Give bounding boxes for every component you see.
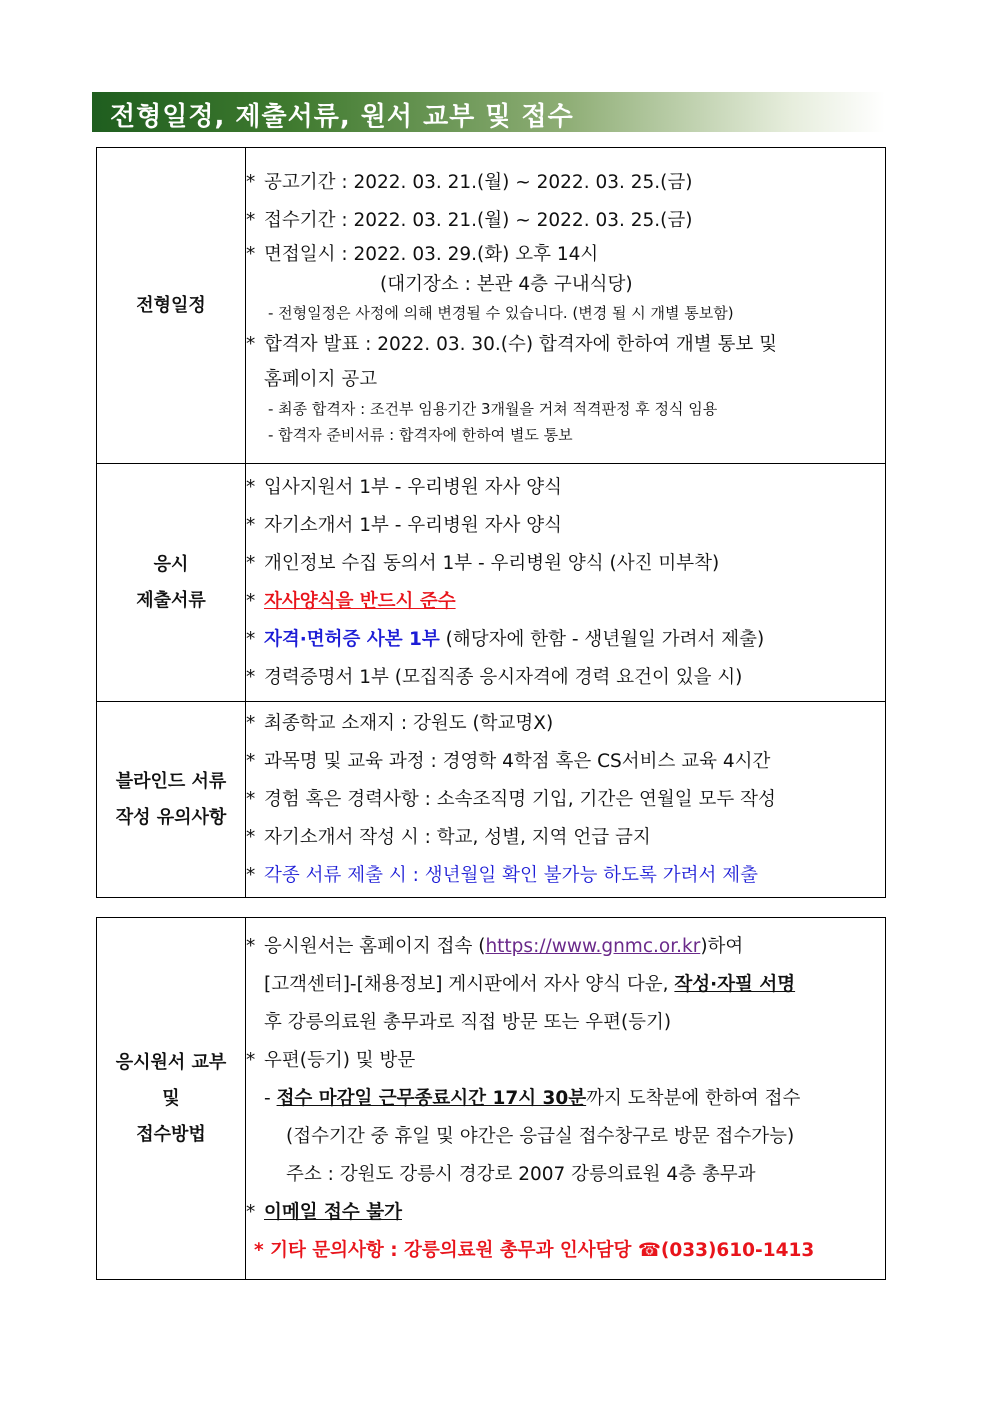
application-label-line1: 응시원서 교부 — [115, 1051, 227, 1073]
blind-item-school: * 최종학교 소재지 : 강원도 (학교명X) — [246, 712, 554, 734]
waiting-place: (대기장소 : 본관 4층 구내식당) — [380, 273, 633, 295]
section-title-bar — [92, 92, 885, 132]
schedule-label: 전형일정 — [136, 294, 206, 316]
application-content — [246, 918, 886, 1280]
notice-period: * 공고기간 : 2022. 03. 21.(월) ~ 2022. 03. 25.(금) — [246, 171, 693, 193]
doc-item-career-cert: * 경력증명서 1부 (모집직종 응시자격에 경력 요건이 있을 시) — [246, 666, 743, 688]
schedule-label-cell — [97, 148, 246, 464]
final-hire-note: - 최종 합격자 : 조건부 임용기간 3개월을 거쳐 적격판정 후 정식 임용 — [268, 399, 718, 418]
application-label-line2: 및 — [162, 1087, 180, 1109]
blind-content — [246, 702, 886, 898]
schedule-content — [246, 148, 886, 464]
schedule-table — [96, 147, 886, 898]
application-table — [96, 917, 886, 1280]
contact-info: * 기타 문의사항 : 강릉의료원 총무과 인사담당 ☎(033)610-1413 — [254, 1239, 815, 1261]
blind-label-cell — [97, 702, 246, 898]
schedule-change-note: - 전형일정은 사정에 의해 변경될 수 있습니다. (변경 될 시 개별 통보함) — [268, 303, 734, 322]
interview-date: * 면접일시 : 2022. 03. 29.(화) 오후 14시 — [246, 243, 599, 265]
blind-item-submission: * 각종 서류 제출 시 : 생년월일 확인 불가능 하도록 가려서 제출 — [246, 864, 758, 886]
blind-label-line1: 블라인드 서류 — [115, 770, 227, 792]
doc-item-privacy-consent: * 개인정보 수집 동의서 1부 - 우리병원 양식 (사진 미부착) — [246, 552, 720, 574]
documents-content — [246, 464, 886, 702]
blind-item-courses: * 과목명 및 교육 과정 : 경영학 4학점 혹은 CS서비스 교육 4시간 — [246, 750, 771, 772]
doc-item-self-intro: * 자기소개서 1부 - 우리병원 자사 양식 — [246, 514, 563, 536]
application-row — [97, 918, 886, 1280]
doc-item-application: * 입사지원서 1부 - 우리병원 자사 양식 — [246, 476, 563, 498]
documents-label-cell — [97, 464, 246, 702]
section-title: 전형일정, 제출서류, 원서 교부 및 접수 — [110, 102, 574, 132]
reception-period: * 접수기간 : 2022. 03. 21.(월) ~ 2022. 03. 25.(금) — [246, 209, 693, 231]
apply-holiday-line: (접수기간 중 휴일 및 야간은 응급실 접수창구로 방문 접수가능) — [286, 1125, 795, 1147]
apply-visit-line: 후 강릉의료원 총무과로 직접 방문 또는 우편(등기) — [264, 1011, 672, 1033]
doc-item-form-required: * 자사양식을 반드시 준수 — [246, 590, 456, 612]
homepage-link[interactable]: https://www.gnmc.or.kr — [485, 935, 701, 957]
blind-item-self-intro: * 자기소개서 작성 시 : 학교, 성별, 지역 언급 금지 — [246, 826, 651, 848]
application-label-cell — [97, 918, 246, 1280]
documents-row — [97, 464, 886, 702]
documents-label-line2: 제출서류 — [136, 589, 206, 611]
result-announcement: * 합격자 발표 : 2022. 03. 30.(수) 합격자에 한하여 개별 통보 및 — [246, 333, 777, 355]
blind-row — [97, 702, 886, 898]
apply-board-line: [고객센터]-[채용정보] 게시판에서 자사 양식 다운, 작성·자필 서명 — [264, 973, 796, 995]
schedule-row — [97, 148, 886, 464]
blind-label-line2: 작성 유의사항 — [115, 806, 227, 828]
result-announcement-cont: 홈페이지 공고 — [264, 368, 378, 390]
documents-label-line1: 응시 — [153, 553, 189, 575]
doc-item-license-copy: * 자격·면허증 사본 1부 (해당자에 한함 - 생년월일 가려서 제출) — [246, 628, 765, 650]
blind-item-experience: * 경험 혹은 경력사항 : 소속조직명 기입, 기간은 연월일 모두 작성 — [246, 788, 776, 810]
apply-post-visit: * 우편(등기) 및 방문 — [246, 1049, 416, 1071]
apply-deadline-line: - 접수 마감일 근무종료시간 17시 30분까지 도착분에 한하여 접수 — [264, 1087, 801, 1109]
apply-email-not-accepted: * 이메일 접수 불가 — [246, 1201, 402, 1223]
prep-docs-note: - 합격자 준비서류 : 합격자에 한하여 별도 통보 — [268, 425, 573, 444]
apply-homepage-line: * 응시원서는 홈페이지 접속 (https://www.gnmc.or.kr)하여 — [246, 935, 744, 957]
application-label-line3: 접수방법 — [136, 1123, 206, 1145]
apply-address-line: 주소 : 강원도 강릉시 경강로 2007 강릉의료원 4층 총무과 — [286, 1163, 756, 1185]
